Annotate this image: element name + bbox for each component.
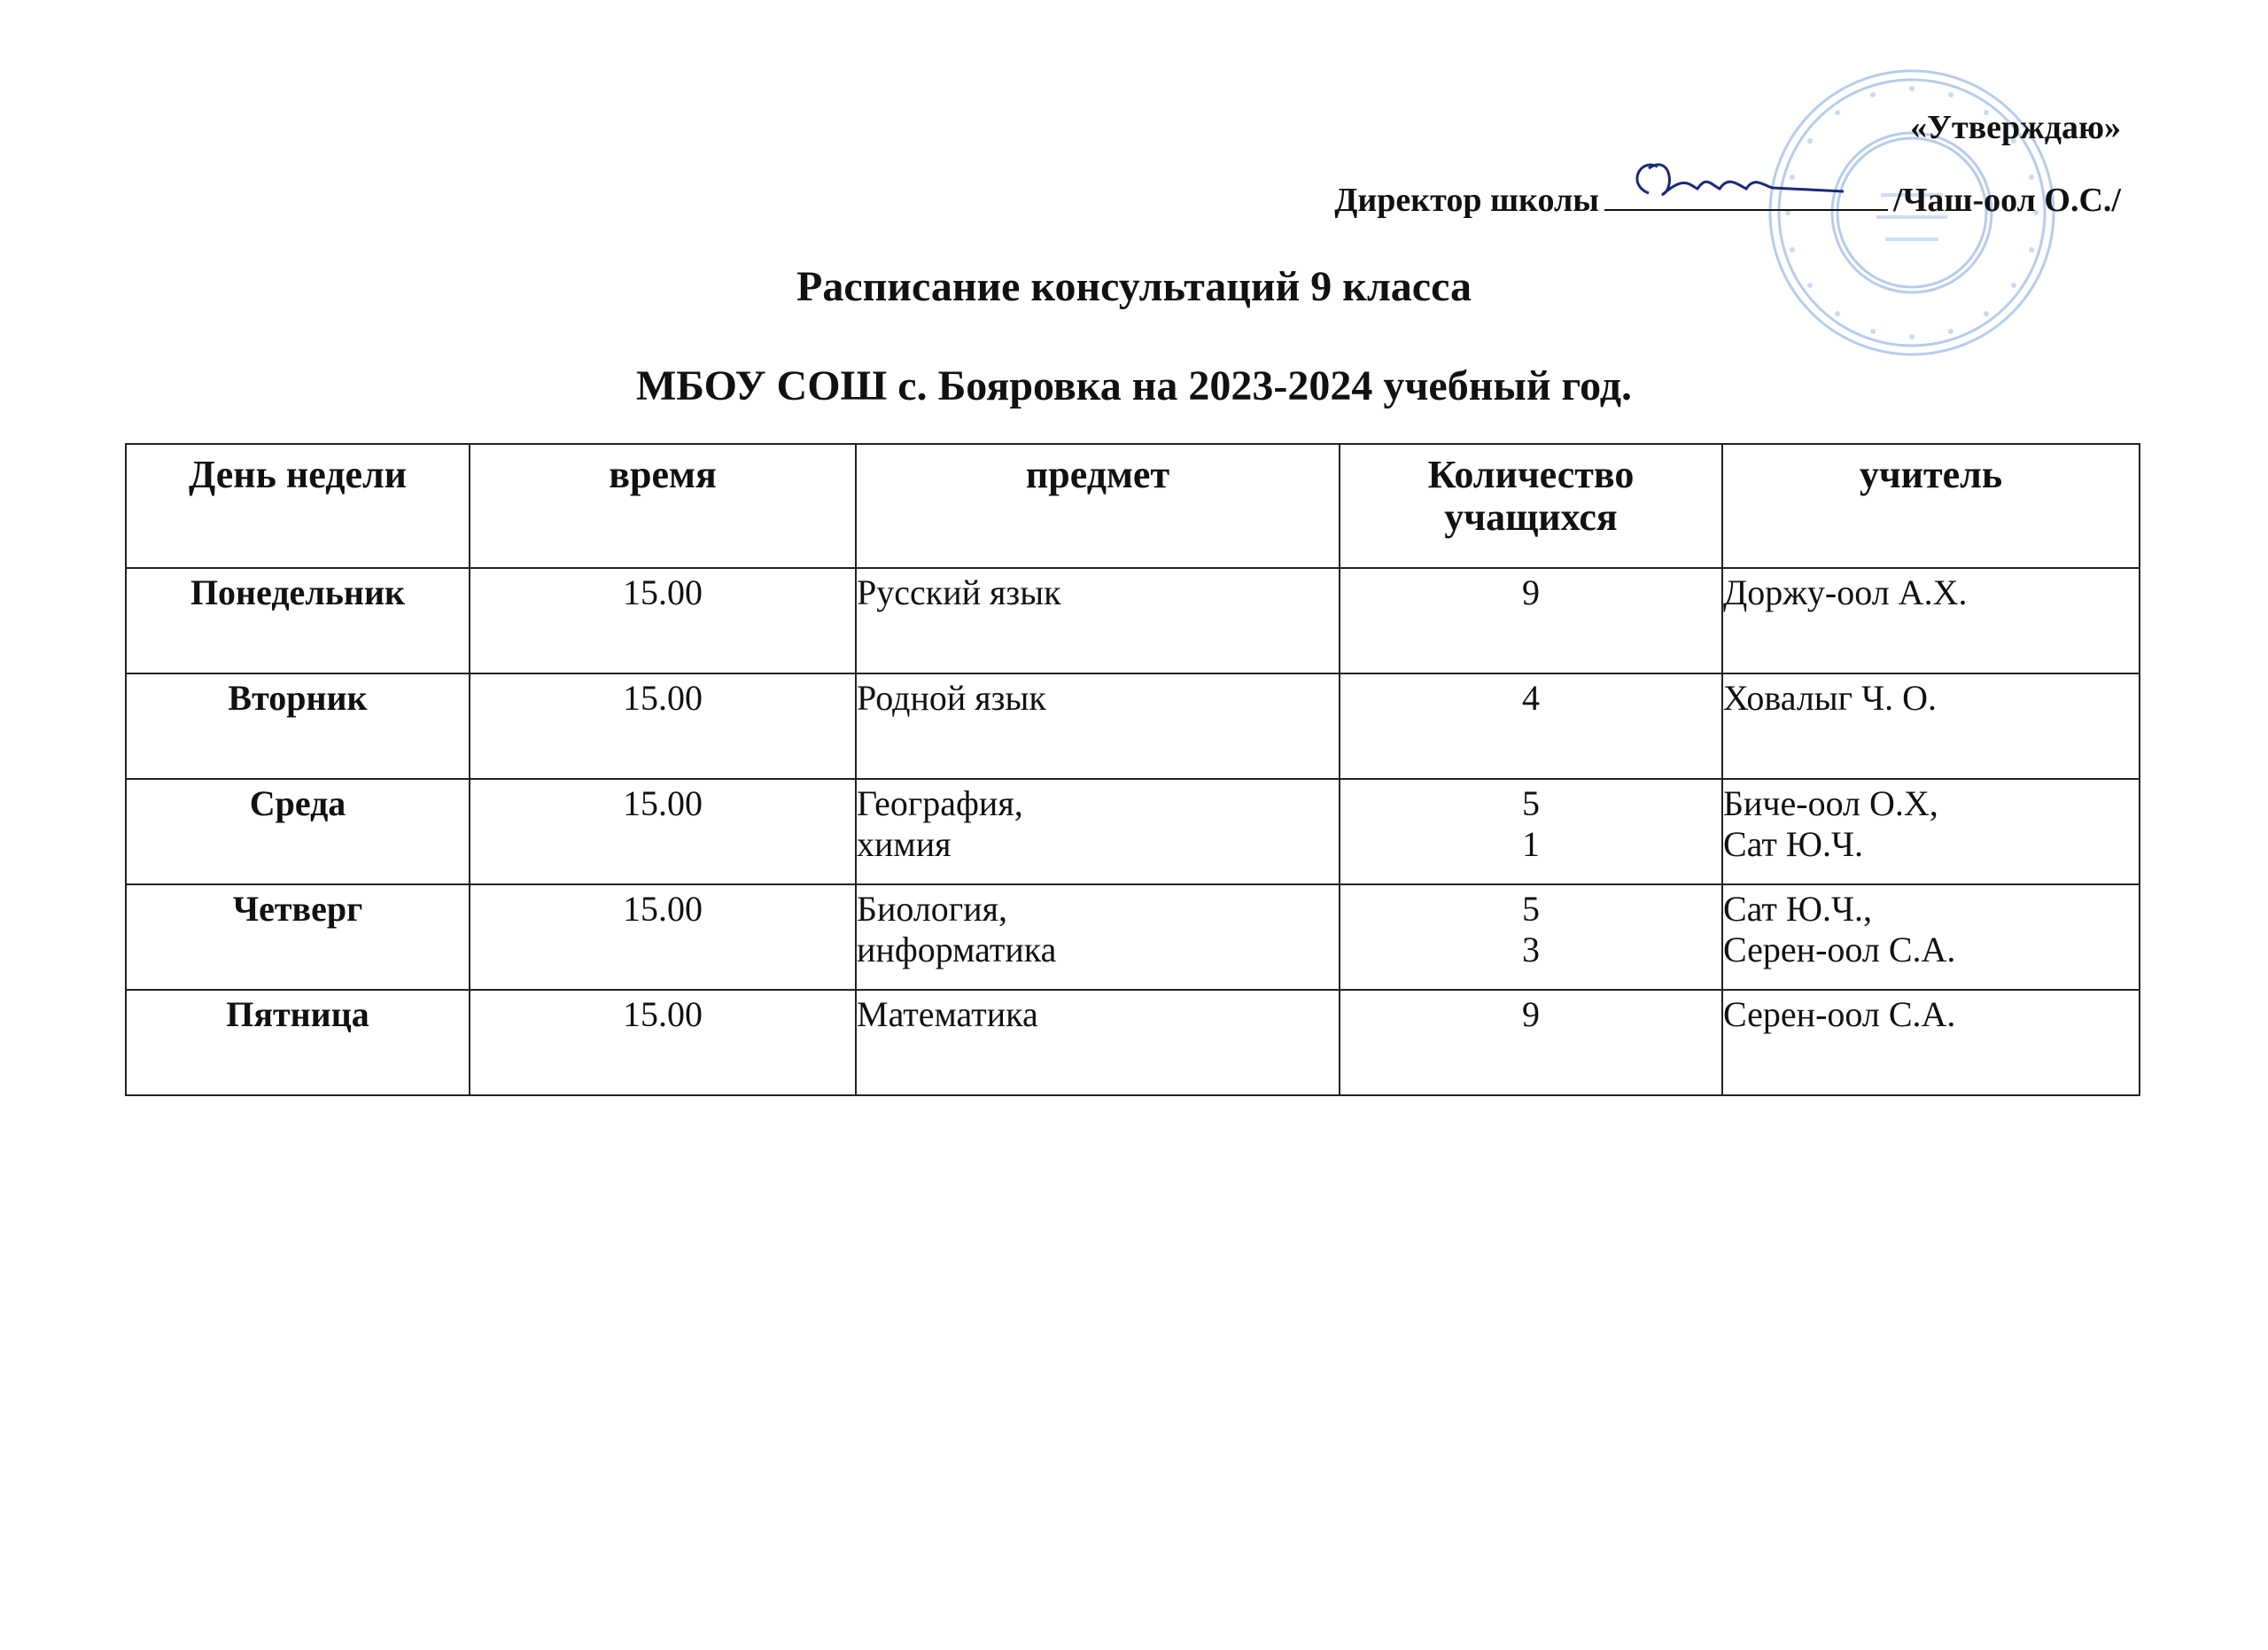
cell-day: Четверг [126,884,470,990]
cell-teacher [1722,673,2140,779]
teacher-line: Сат Ю.Ч., [1723,889,1872,929]
cell-day: Понедельник [126,568,470,673]
teacher-line: Биче-оол О.Х, [1723,783,1938,823]
subject-line: География, [857,783,1023,823]
director-label: Директор школы [1334,182,1599,219]
approval-stamp-text: «Утверждаю» [1910,109,2121,146]
count-line: 9 [1522,994,1540,1034]
consultation-schedule-table [125,443,2140,1096]
cell-day: Среда [126,779,470,884]
table-row [126,990,2140,1095]
header-teacher: учитель [1722,444,2140,568]
header-subject: предмет [856,444,1340,568]
cell-count [1340,568,1722,673]
cell-time: 15.00 [470,990,856,1095]
signature-field [1604,183,1888,211]
cell-subject [856,673,1340,779]
subject-line: Биология, [857,889,1008,929]
table-row [126,779,2140,884]
cell-subject [856,884,1340,990]
subject-line: Русский язык [857,572,1061,612]
cell-day: Вторник [126,673,470,779]
cell-time: 15.00 [470,568,856,673]
signature-icon [1622,149,1852,211]
cell-time: 15.00 [470,884,856,990]
cell-day: Пятница [126,990,470,1095]
cell-count [1340,990,1722,1095]
cell-teacher [1722,568,2140,673]
table-header-row [126,444,2140,568]
header-day: День недели [126,444,470,568]
count-line: 1 [1522,824,1540,864]
cell-count [1340,884,1722,990]
cell-count [1340,673,1722,779]
count-line: 5 [1522,889,1540,929]
count-line: 3 [1522,930,1540,969]
header-time: время [470,444,856,568]
cell-count [1340,779,1722,884]
page-title: Расписание консультаций 9 класса [796,263,1472,310]
page-subtitle: МБОУ СОШ с. Бояровка на 2023-2024 учебный год. [635,362,1633,409]
subject-line: информатика [857,930,1057,969]
count-line: 4 [1522,678,1540,718]
cell-time: 15.00 [470,673,856,779]
table-row [126,673,2140,779]
cell-subject [856,990,1340,1095]
teacher-line: Серен-оол С.А. [1723,930,1956,969]
count-line: 9 [1522,572,1540,612]
cell-teacher [1722,990,2140,1095]
cell-subject [856,779,1340,884]
director-signature-line [1334,181,2121,220]
subject-line: химия [857,824,951,864]
count-line: 5 [1522,783,1540,823]
cell-teacher [1722,884,2140,990]
subject-line: Математика [857,994,1038,1034]
director-name: /Чаш-оол О.С./ [1892,182,2121,219]
teacher-line: Доржу-оол А.Х. [1723,572,1968,612]
subject-line: Родной язык [857,678,1046,718]
header-count: Количество учащихся [1340,444,1722,568]
table-row [126,568,2140,673]
cell-time: 15.00 [470,779,856,884]
table-row [126,884,2140,990]
teacher-line: Серен-оол С.А. [1723,994,1956,1034]
teacher-line: Сат Ю.Ч. [1723,824,1863,864]
teacher-line: Ховалыг Ч. О. [1723,678,1937,718]
cell-teacher [1722,779,2140,884]
cell-subject [856,568,1340,673]
